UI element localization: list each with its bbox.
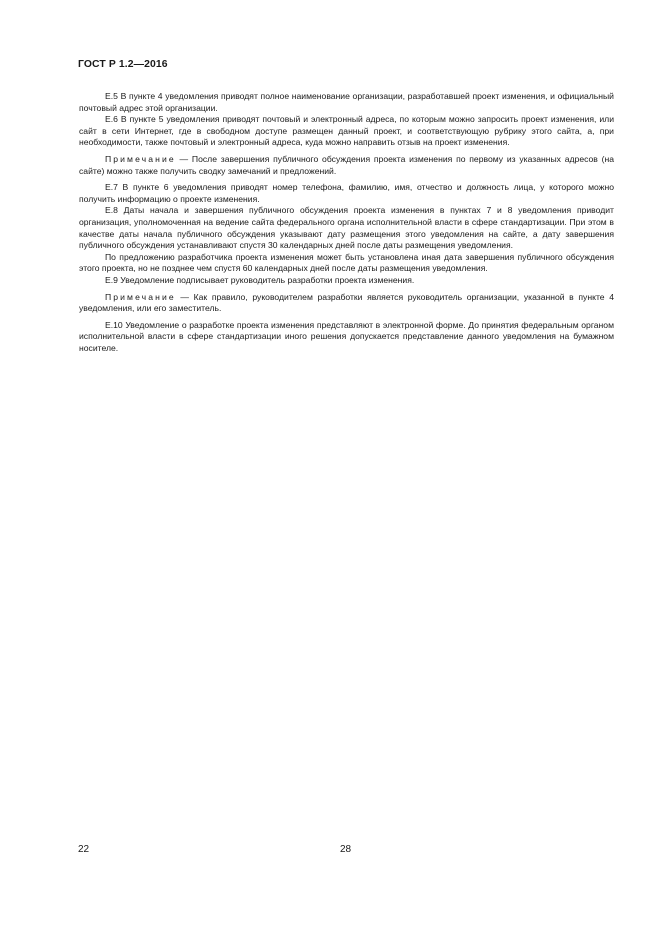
paragraph-e6: Е.6 В пункте 5 уведомления приводят почтовый и электронный адреса, по которым можно запросить проект изменения, или сайт в сети Интернет, где в свободном доступе размещен данный проект, и соответствующую рубрику этого сайта, а, при необходимости, также почтовый и электронный адреса, куда можно направить отзыв на проект изменения. bbox=[79, 114, 614, 148]
note-label: Примечание bbox=[105, 153, 176, 164]
paragraph-e8-continued: По предложению разработчика проекта изменения может быть установлена иная дата завершения публичного обсуждения этого проекта, но не позднее чем спустя 60 календарных дней после даты размещения уведомления. bbox=[79, 251, 614, 274]
note-1-text: — После завершения публичного обсуждения проекта изменения по первому из указанных адресов (на сайте) можно также получить сводку замечаний и предложений. bbox=[79, 153, 615, 176]
paragraph-e9: Е.9 Уведомление подписывает руководитель разработки проекта изменения. bbox=[105, 274, 415, 285]
page-number-center: 28 bbox=[340, 844, 352, 855]
page-number-left: 22 bbox=[78, 844, 90, 855]
paragraph-e7: Е.7 В пункте 6 уведомления приводят номер телефона, фамилию, имя, отчество и должность лица, у которого можно получить информацию о проекте изменения. bbox=[79, 182, 614, 204]
note-2-text: — Как правило, руководителем разработки является руководитель организации, указанной в пункте 4 уведомления, или его заместитель. bbox=[79, 291, 614, 314]
paragraph-e10: Е.10 Уведомление о разработке проекта изменения представляют в электронной форме. До принятия федеральным органом исполнительной власти в сфере стандартизации иного решения допускается представление данного уведомления на бумажном носителе. bbox=[79, 319, 614, 353]
document-body bbox=[79, 91, 614, 354]
note-label: Примечание bbox=[105, 291, 176, 302]
note-2 bbox=[79, 292, 614, 315]
standard-code-header: ГОСТ Р 1.2—2016 bbox=[78, 59, 168, 70]
paragraph-e5: Е.5 В пункте 4 уведомления приводят полное наименование организации, разработавшей проект изменения, и официальный почтовый адрес этой организации. bbox=[79, 91, 614, 113]
note-1 bbox=[79, 154, 614, 177]
paragraph-e8: Е.8 Даты начала и завершения публичного обсуждения проекта изменения в пунктах 7 и 8 уведомления приводит организация, уполномоченная на ведение сайта федерального органа исполнительной власти в сфере стандартизации. При этом в качестве даты начала публичного обсуждения указывают дату размещения этого уведомления на сайте, а дату завершения публичного обсуждения устанавливают спустя 30 календарных дней после даты размещения уведомления. bbox=[79, 205, 614, 251]
